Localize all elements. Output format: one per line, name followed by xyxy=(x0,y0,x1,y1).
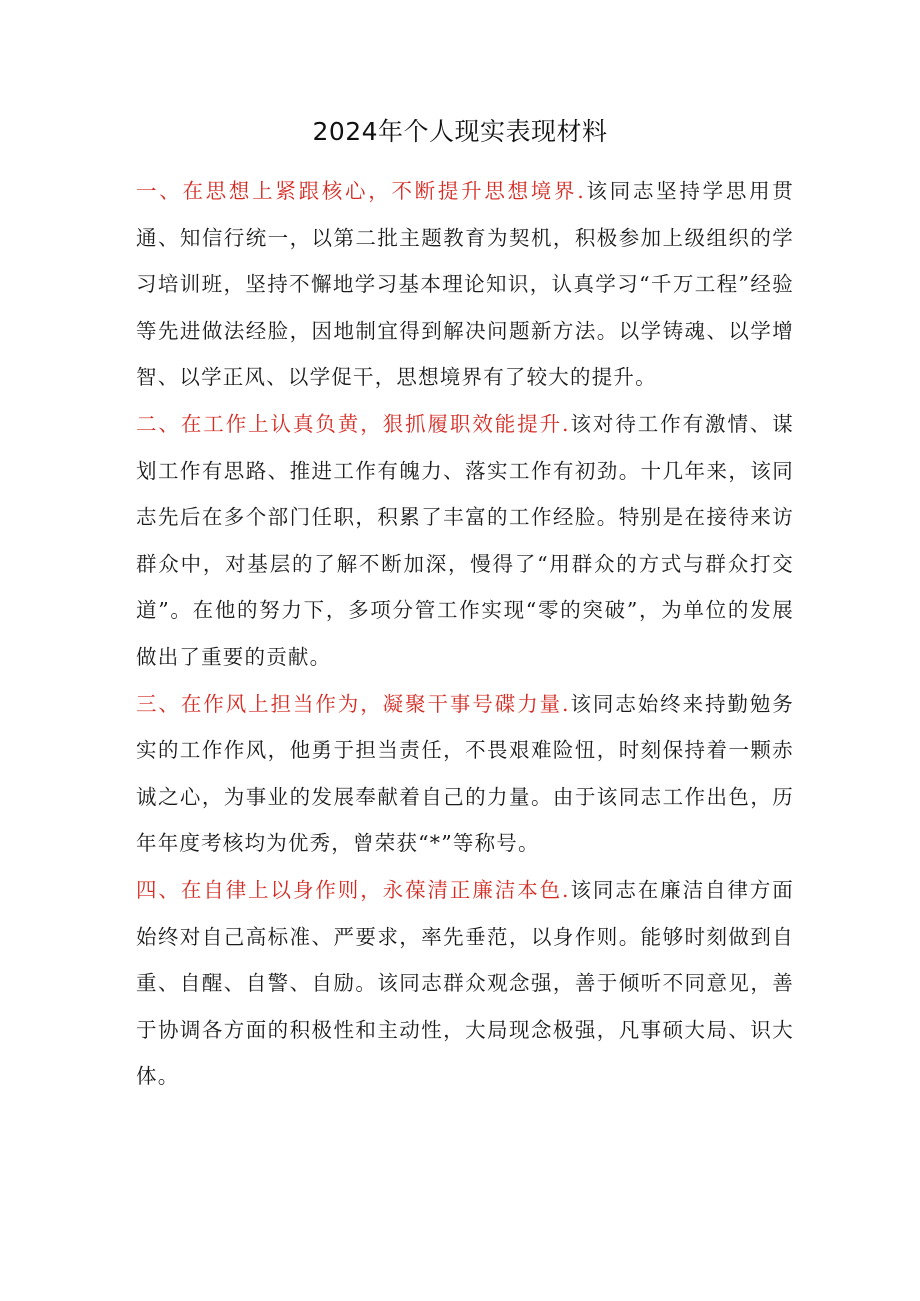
section-heading: 三、在作风上担当作为，凝聚干事号碟力量. xyxy=(136,691,570,716)
section-2 xyxy=(136,401,794,681)
section-1 xyxy=(136,168,794,401)
section-text: 该同志在廉洁自律方面始终对自己高标准、严要求，率先垂范，以身作则。能够时刻做到自重、自醒、自警、自励。该同志群众观念强，善于倾听不同意见，善于协调各方面的积极性和主动性，大局现念极强，凡事硕大局、识大体。 xyxy=(136,877,795,1089)
section-text: 该同志坚持学思用贯通、知信行统一，以第二批主题教育为契机，积极参加上级组织的学习培训班，坚持不懈地学习基本理论知识，认真学习“千万工程”经验等先进做法经脸，因地制宜得到解决问题新方法。以学铸魂、以学增智、以学正风、以学促干，思想境界有了较大的提升。 xyxy=(136,179,794,390)
section-heading: 一、在思想上紧跟核心，不断提升思想境界. xyxy=(136,179,585,203)
section-4 xyxy=(136,867,794,1100)
document-body xyxy=(136,168,794,1100)
section-3 xyxy=(136,681,794,867)
section-text: 该同志始终来持勤勉务实的工作作风，他勇于担当责任，不畏艰难险忸，时刻保持着一颗赤诚之心，为事业的发展奉献着自己的力量。由于该同志工作出色，历年年度考核均为优秀，曾荣获“*”等称号。 xyxy=(136,691,795,856)
document-title: 2024年个人现实表现材料 xyxy=(312,117,608,146)
section-text: 该对待工作有激情、谋划工作有思路、推进工作有魄力、落实工作有初劲。十几年来，该同志先后在多个部门任职，积累了丰富的工作经脸。特别是在接待来访群众中，对基层的了解不断加深，慢得了“用群众的方式与群众打交道”。在他的努力下，多项分管工作实现“零的突破”，为单位的发展做出了重要的贡献。 xyxy=(136,411,795,669)
section-heading: 二、在工作上认真负黄，狠抓履职效能提升. xyxy=(136,411,570,436)
section-heading: 四、在自律上以身作则，永葆清正廉洁本色. xyxy=(136,877,570,902)
